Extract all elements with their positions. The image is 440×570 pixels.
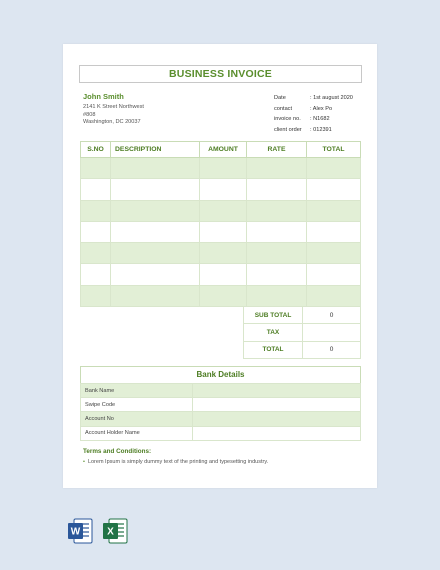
bank-details-title: Bank Details: [80, 366, 361, 385]
table-cell[interactable]: [111, 179, 200, 200]
table-cell[interactable]: [81, 243, 111, 264]
table-cell[interactable]: [81, 221, 111, 242]
bank-row-value[interactable]: [193, 398, 361, 412]
table-row: [81, 200, 361, 221]
table-cell[interactable]: [247, 243, 307, 264]
sender-address-line: 2141 K Street Northwest: [83, 104, 144, 110]
table-cell[interactable]: [200, 221, 247, 242]
table-cell[interactable]: [200, 243, 247, 264]
meta-label: Date: [274, 95, 286, 101]
table-row: [81, 243, 361, 264]
table-cell[interactable]: [247, 285, 307, 306]
table-cell[interactable]: [307, 264, 361, 285]
word-icon[interactable]: [67, 518, 93, 544]
table-row: [81, 179, 361, 200]
tax-label: TAX: [244, 324, 303, 341]
tax-row: [244, 324, 361, 341]
subtotal-value[interactable]: 0: [303, 307, 361, 324]
items-body: [81, 158, 361, 307]
invoice-title: BUSINESS INVOICE: [79, 65, 362, 83]
bank-row-swipe-code: [81, 398, 361, 412]
bank-row-name: [81, 384, 361, 398]
table-cell[interactable]: [307, 285, 361, 306]
invoice-meta: [274, 93, 369, 135]
meta-row-client-order: [274, 125, 369, 136]
tax-value[interactable]: [303, 324, 361, 341]
table-cell[interactable]: [307, 179, 361, 200]
meta-label: invoice no.: [274, 116, 301, 122]
items-table: [80, 141, 361, 307]
table-cell[interactable]: [200, 200, 247, 221]
meta-value: : 012391: [310, 126, 332, 133]
terms-heading: Terms and Conditions:: [83, 448, 152, 455]
table-row: [81, 158, 361, 179]
sender-address-line: #808: [83, 111, 96, 118]
total-value[interactable]: 0: [303, 341, 361, 358]
bank-row-value[interactable]: [193, 426, 361, 440]
meta-row-invoice-no: [274, 114, 369, 125]
meta-label: client order: [274, 126, 302, 133]
table-row: [81, 221, 361, 242]
col-description: DESCRIPTION: [111, 142, 200, 158]
meta-label: contact: [274, 105, 293, 112]
col-total: TOTAL: [307, 142, 361, 158]
sender-name: John Smith: [83, 92, 124, 101]
bank-row-label: Account No: [81, 412, 193, 426]
table-cell[interactable]: [111, 221, 200, 242]
table-cell[interactable]: [200, 264, 247, 285]
meta-value: : N1682: [310, 116, 330, 122]
meta-value: : 1st august 2020: [310, 95, 353, 101]
table-cell[interactable]: [307, 243, 361, 264]
table-cell[interactable]: [200, 158, 247, 179]
table-cell[interactable]: [81, 200, 111, 221]
bank-row-label: Account Holder Name: [81, 426, 193, 440]
meta-value: : Alex Po: [310, 105, 333, 112]
invoice-page: [63, 44, 377, 488]
word-letter: W: [70, 526, 81, 538]
table-cell[interactable]: [247, 179, 307, 200]
table-cell[interactable]: [81, 285, 111, 306]
table-cell[interactable]: [247, 158, 307, 179]
table-cell[interactable]: [247, 200, 307, 221]
table-cell[interactable]: [81, 264, 111, 285]
bank-row-value[interactable]: [193, 412, 361, 426]
table-cell[interactable]: [111, 264, 200, 285]
bank-details-table: [80, 383, 361, 441]
bank-row-label: Swipe Code: [81, 398, 193, 412]
table-cell[interactable]: [307, 200, 361, 221]
subtotal-row: [244, 307, 361, 324]
table-cell[interactable]: [247, 221, 307, 242]
table-cell[interactable]: [111, 285, 200, 306]
table-cell[interactable]: [111, 243, 200, 264]
table-cell[interactable]: [307, 158, 361, 179]
table-row: [81, 264, 361, 285]
excel-letter: X: [107, 526, 114, 538]
sender-block: [83, 92, 144, 127]
subtotal-label: SUB TOTAL: [244, 307, 303, 324]
table-cell[interactable]: [307, 221, 361, 242]
table-cell[interactable]: [111, 200, 200, 221]
totals-table: [243, 306, 361, 359]
excel-icon[interactable]: [102, 518, 128, 544]
table-cell[interactable]: [200, 285, 247, 306]
terms-text-line: [83, 459, 268, 465]
meta-row-contact: [274, 104, 369, 115]
col-sno: S.NO: [81, 142, 111, 158]
table-row: [81, 285, 361, 306]
meta-row-date: [274, 93, 369, 104]
sender-address-line: Washington, DC 20037: [83, 119, 141, 125]
bank-row-label: Bank Name: [81, 384, 193, 398]
table-cell[interactable]: [81, 158, 111, 179]
items-header-row: [81, 142, 361, 158]
table-cell[interactable]: [247, 264, 307, 285]
bank-row-value[interactable]: [193, 384, 361, 398]
total-label: TOTAL: [244, 341, 303, 358]
table-cell[interactable]: [81, 179, 111, 200]
table-cell[interactable]: [200, 179, 247, 200]
bullet-icon: •: [83, 459, 85, 465]
bank-row-account-holder: [81, 426, 361, 440]
bank-row-account-no: [81, 412, 361, 426]
col-amount: AMOUNT: [200, 142, 247, 158]
terms-text: Lorem Ipsum is simply dummy text of the printing and typesetting industry.: [87, 459, 269, 465]
col-rate: RATE: [247, 142, 307, 158]
table-cell[interactable]: [111, 158, 200, 179]
total-row: [244, 341, 361, 358]
